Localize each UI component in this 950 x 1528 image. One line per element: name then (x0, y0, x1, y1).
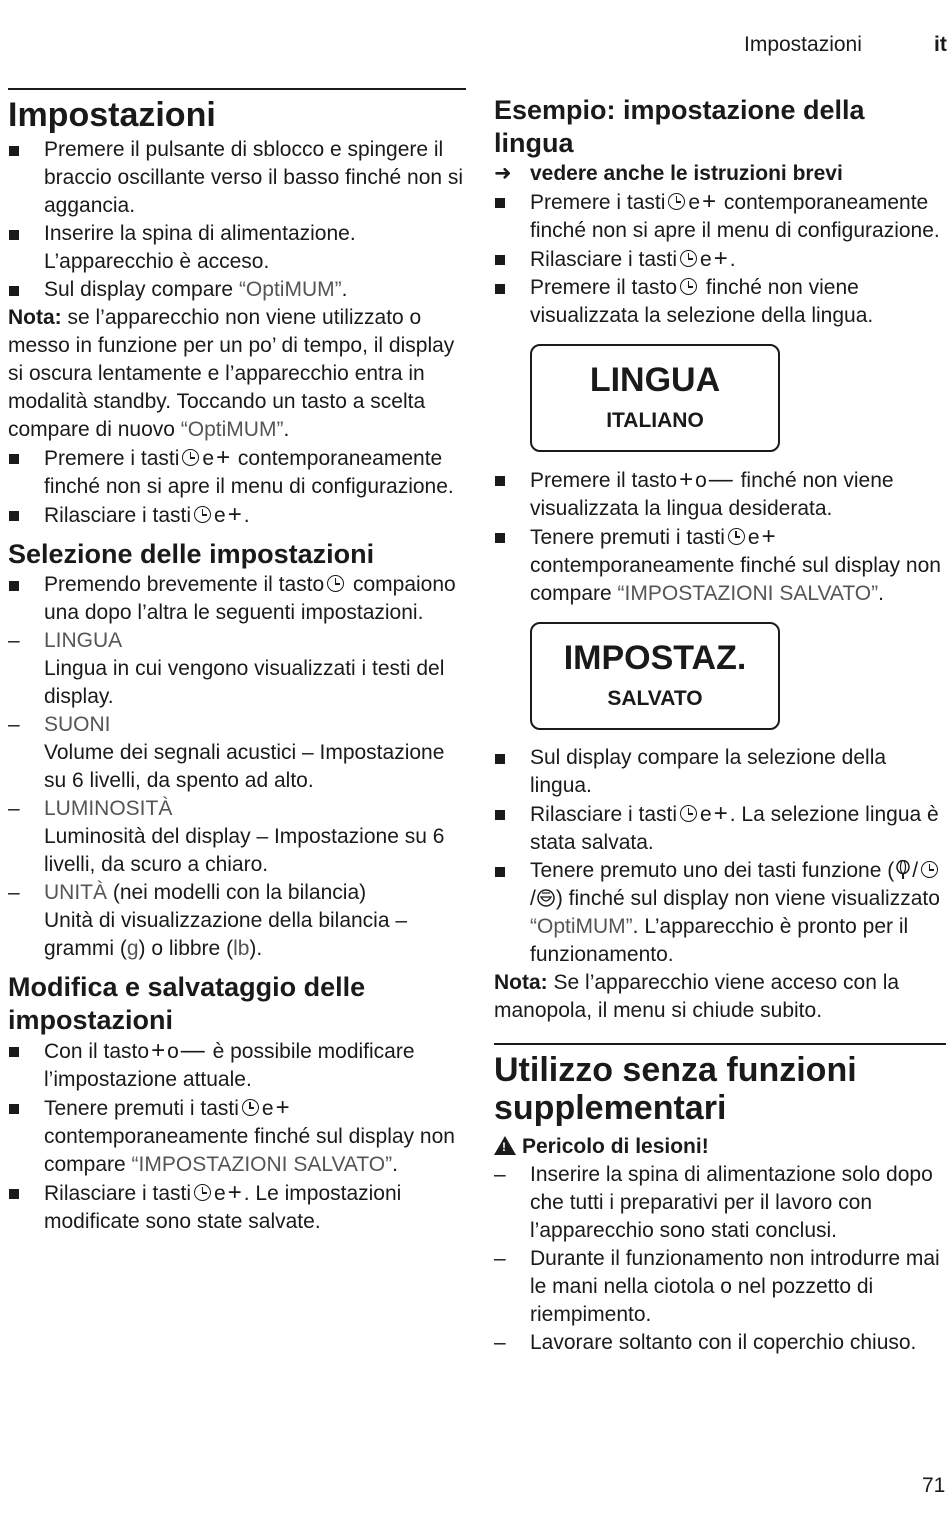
setting-item-suoni: – SUONI Volume dei segnali acustici – Impostazione su 6 livelli, da spento ad alto. (8, 711, 466, 795)
plus-icon: + (275, 1094, 290, 1121)
list-item: Inserire la spina di alimentazione. L’apparecchio è acceso. (8, 220, 466, 276)
left-column (8, 88, 466, 1236)
bowl-icon (536, 888, 556, 908)
note-paragraph: Nota: se l’apparecchio non viene utilizzato o messo in funzione per un po’ di tempo, il display si oscura lentamente e l’apparecchio entra in modalità standby. Toccando un tasto a scelta compare di nuovo “OptiMUM”. (8, 306, 455, 441)
minus-icon: — (180, 1037, 205, 1064)
plus-icon: + (151, 1037, 166, 1064)
list-item: Sul display compare la selezione della lingua. (494, 744, 946, 800)
clock-icon (182, 449, 199, 466)
list-item: – Lavorare soltanto con il coperchio chiuso. (494, 1329, 946, 1357)
subsection-heading: Esempio: impostazione della lingua (494, 95, 865, 158)
section-heading: Utilizzo senza funzioni supplementari (494, 1051, 857, 1127)
list-item: Rilasciare i tasti e+. Le impostazioni modificate sono state salvate. (8, 1179, 466, 1236)
clock-icon (921, 861, 938, 878)
clock-icon (680, 250, 697, 267)
section-heading: Impostazioni (8, 96, 216, 134)
safety-list (494, 1161, 946, 1357)
display-illustration-impostaz (530, 622, 780, 730)
display-illustration-lingua (530, 344, 780, 452)
plus-icon: + (216, 444, 231, 471)
plus-icon: + (679, 466, 694, 493)
arrow-icon: ➜ (494, 162, 512, 185)
clock-icon (327, 575, 344, 592)
separator: / (530, 887, 536, 910)
section-divider (494, 1043, 946, 1045)
example-steps (494, 188, 946, 330)
list-item: Tenere premuti i tasti e+ contemporaneamente finché sul display non compare “IMPOSTAZIONI SALVATO”. (494, 523, 946, 608)
clock-icon (194, 1184, 211, 1201)
plus-icon: + (227, 1179, 242, 1206)
setting-item-luminosita: – LUMINOSITÀ Luminosità del display – Impostazione su 6 livelli, da scuro a chiaro. (8, 795, 466, 879)
clock-icon (680, 278, 697, 295)
plus-icon: + (702, 188, 717, 215)
display-text: “OptiMUM” (530, 915, 633, 938)
plus-icon: + (713, 800, 728, 827)
list-item: Tenere premuti i tasti e+ contemporaneamente finché sul display non compare “IMPOSTAZIONI SALVATO”. (8, 1094, 466, 1179)
setting-item-lingua: – LINGUA Lingua in cui vengono visualizzati i testi del display. (8, 627, 466, 711)
cross-reference: ➜ vedere anche le istruzioni brevi (494, 160, 946, 188)
display-text: “IMPOSTAZIONI SALVATO” (131, 1153, 393, 1176)
list-item: Premere i tasti e+ contemporaneamente finché non si apre il menu di configurazione. (8, 444, 466, 501)
modify-steps (8, 1037, 466, 1236)
section-divider (8, 88, 466, 90)
note-paragraph: Nota: Se l’apparecchio viene acceso con la manopola, il menu si chiude subito. (494, 971, 900, 1022)
save-steps (494, 744, 946, 969)
clock-icon (194, 506, 211, 523)
list-item: Rilasciare i tasti e+. (8, 501, 466, 530)
clock-icon (242, 1099, 259, 1116)
separator: / (912, 859, 919, 882)
list-item: Tenere premuto uno dei tasti funzione ( // ) finché sul display non viene visualizzato “OptiMUM”. L’apparecchio è pronto per il funzionamento. (494, 857, 946, 969)
setting-item-unita: – UNITÀ (nei modelli con la bilancia) Unità di visualizzazione della bilancia – grammi (g) o libbre (lb). (8, 879, 466, 963)
page-number: 71 (922, 1474, 946, 1497)
list-item: Con il tasto+o— è possibile modificare l’impostazione attuale. (8, 1037, 466, 1094)
list-item: Premere il pulsante di sblocco e spingere il braccio oscillante verso il basso finché non si aggancia. (8, 136, 466, 220)
whisk-icon (894, 860, 912, 880)
list-item: – Durante il funzionamento non introdurre mai le mani nella ciotola o nel pozzetto di riempimento. (494, 1245, 946, 1329)
display-main-text: IMPOSTAZ. (563, 639, 747, 677)
display-main-text: LINGUA (589, 361, 721, 399)
example-steps-continued (494, 466, 946, 608)
list-item: – Inserire la spina di alimentazione solo dopo che tutti i preparativi per il lavoro con l’apparecchio sono stati conclusi. (494, 1161, 946, 1245)
plus-icon: + (227, 501, 242, 528)
list-item: Premere il tasto+o— finché non viene visualizzata la lingua desiderata. (494, 466, 946, 523)
list-item: Rilasciare i tasti e+. (494, 245, 946, 274)
note-label: Nota: (494, 971, 548, 994)
list-item: Sul display compare “OptiMUM”. (8, 276, 466, 304)
setup-steps (8, 136, 466, 304)
note-label: Nota: (8, 306, 62, 329)
list-item: Rilasciare i tasti e+. La selezione lingua è stata salvata. (494, 800, 946, 857)
clock-icon (680, 805, 697, 822)
display-text: “OptiMUM” (238, 278, 342, 301)
display-text: “OptiMUM” (180, 418, 284, 441)
minus-icon: — (708, 466, 733, 493)
right-column (494, 88, 946, 1357)
list-item: Premere i tasti e+ contemporaneamente finché non si apre il menu di configurazione. (494, 188, 946, 245)
list-item: Premendo brevemente il tasto compaiono una dopo l’altra le seguenti impostazioni. (8, 571, 466, 627)
plus-icon: + (713, 245, 728, 272)
selection-list (8, 571, 466, 963)
display-sub-text: SALVATO (607, 687, 703, 710)
subsection-heading: Selezione delle impostazioni (8, 539, 375, 569)
subsection-heading: Modifica e salvataggio delle impostazioni (8, 972, 366, 1035)
clock-icon (668, 193, 685, 210)
running-header-language: it (934, 33, 947, 56)
warning-heading: !Pericolo di lesioni! (494, 1133, 946, 1161)
menu-steps (8, 444, 466, 530)
plus-icon: + (761, 523, 776, 550)
display-text: “IMPOSTAZIONI SALVATO” (617, 582, 879, 605)
clock-icon (728, 528, 745, 545)
warning-triangle-icon (494, 1136, 516, 1155)
list-item: Premere il tasto finché non viene visualizzata la selezione della lingua. (494, 274, 946, 330)
display-sub-text: ITALIANO (606, 409, 704, 432)
running-header-title: Impostazioni (744, 33, 862, 56)
